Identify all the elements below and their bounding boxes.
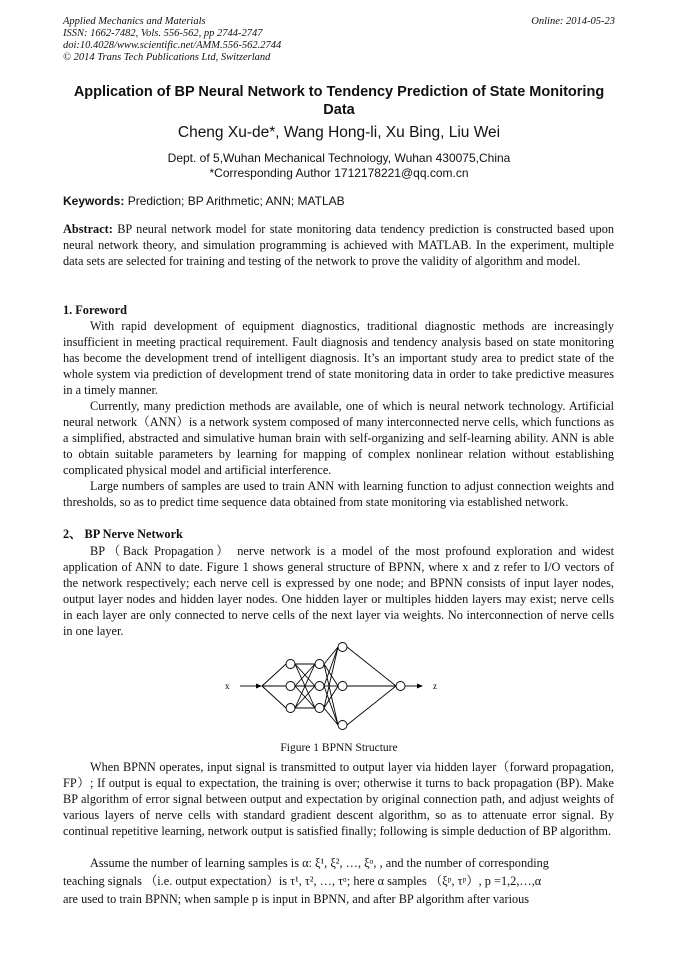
keywords-text: Prediction; BP Arithmetic; ANN; MATLAB [124,194,345,208]
edge [347,647,396,686]
paper-title: Application of BP Neural Network to Tendency Prediction of State Monitoring Data [73,84,605,118]
section-2-heading: 2、 BP Nerve Network [63,527,183,541]
output-arrowhead [417,684,423,689]
section-1-heading: 1. Foreword [63,303,127,317]
input-node [286,660,295,669]
section-2-para-1: BP（Back Propagation） nerve network is a model of the most profound exploration and widest application of ANN to date. Figure 1 shows general structure of BPNN, where x and z refer to I/O vectors of the network respectively; each nerve cell is expressed by one node; and BPNN consists of input layer nodes, output layer nodes and hidden layer nodes. One hidden layer or multiples hidden layers may exist; nerve cells in each layer are only connected to nerve cells of the next layer via weights. No interconnection of nerve cells in one layer. [63,544,614,638]
abstract [63,221,614,269]
input-arrowhead [256,684,262,689]
input-node [286,704,295,713]
paragraph-samples-line-1: Assume the number of learning samples is α: ξ¹, ξ², …, ξᵅ, , and the number of corresponding [90,856,549,870]
journal-name: Applied Mechanics and Materials [63,16,206,27]
paragraph-samples-line-3: are used to train BPNN; when sample p is input in BPNN, and after BP algorithm after various [63,892,530,906]
doi-line: doi:10.4028/www.scientific.net/AMM.556-562.2744 [63,40,282,51]
online-date: Online: 2014-05-23 [531,16,615,27]
keywords-label: Keywords: [63,194,125,208]
section-1-para-2: Currently, many prediction methods are available, one of which is neural network technology. Artificial neural network（ANN）is a network system composed of many interconnected nerve cells, which functions as a simplified, abstracted and simulative human brain with self-organizing and self-learning ability. ANN is able to obtain suitable parameters by learning for mapping of complex nonlinear relation without establishing complicated physical model and artificial interference. [63,399,614,477]
figure-connections [240,647,423,725]
input-node [286,682,295,691]
input-label-x: x [225,681,230,691]
hidden-node [315,660,324,669]
copyright-line: © 2014 Trans Tech Publications Ltd, Switzerland [63,52,271,63]
hidden-node [338,643,347,652]
hidden-node [315,704,324,713]
figure-caption: Figure 1 BPNN Structure [280,742,398,754]
paragraph-samples-line-2: teaching signals （i.e. output expectation）is τ¹, τ², …, τᵅ; here α samples （ξᵖ, τᵖ）, p =1,2,…,α [63,874,542,888]
paragraph-bp-operation: When BPNN operates, input signal is transmitted to output layer via hidden layer（forward propagation, FP）; If output is equal to expectation, the training is over; otherwise it turns to back propagation (BP). Make BP algorithm of error signal between output and expectation by original connection path, and adjust weights of various layers of nerve cells with standard gradient descent algorithm, so as to attenuate error signal. By continual repetitive learning, network output is satisfied finally; following is simple deduction of BP algorithm. [63,760,614,838]
affiliation-block [60,151,618,181]
issn-line: ISSN: 1662-7482, Vols. 556-562, pp 2744-2747 [63,28,263,39]
hidden-node [338,721,347,730]
corresponding-author: *Corresponding Author 1712178221@qq.com.cn [209,166,469,180]
keywords [63,194,345,209]
edge [262,686,286,708]
edge [347,686,396,725]
output-label-z: z [433,681,437,691]
abstract-text: BP neural network model for state monitoring data tendency prediction is constructed based upon neural network theory, and simulation programming is achieved with MATLAB. In the experiment, multiple data sets are selected for training and testing of the network to prove the validity of algorithm and model. [63,222,614,268]
output-node [396,682,405,691]
section-1-para-3: Large numbers of samples are used to train ANN with learning function to adjust connection weights and thresholds, so as to predict time sequence data obtained from state monitoring via established network. [63,479,614,509]
edge [262,664,286,686]
bpnn-figure [220,636,450,736]
affiliation: Dept. of 5,Wuhan Mechanical Technology, Wuhan 430075,China [167,151,511,165]
author-list: Cheng Xu-de*, Wang Hong-li, Xu Bing, Liu Wei [177,124,501,141]
section-1-para-1: With rapid development of equipment diagnostics, traditional diagnostic methods are increasingly insufficient in meeting practical requirement. Fault diagnosis and tendency analysis based on state monitoring has become the development trend of intelligent diagnosis. It’s an important study area to predict state of the whole system via prediction of development trend of state monitoring data in order to take predictive measures in a timely manner. [63,319,614,397]
hidden-node [315,682,324,691]
hidden-node [338,682,347,691]
abstract-label: Abstract: [63,222,113,236]
